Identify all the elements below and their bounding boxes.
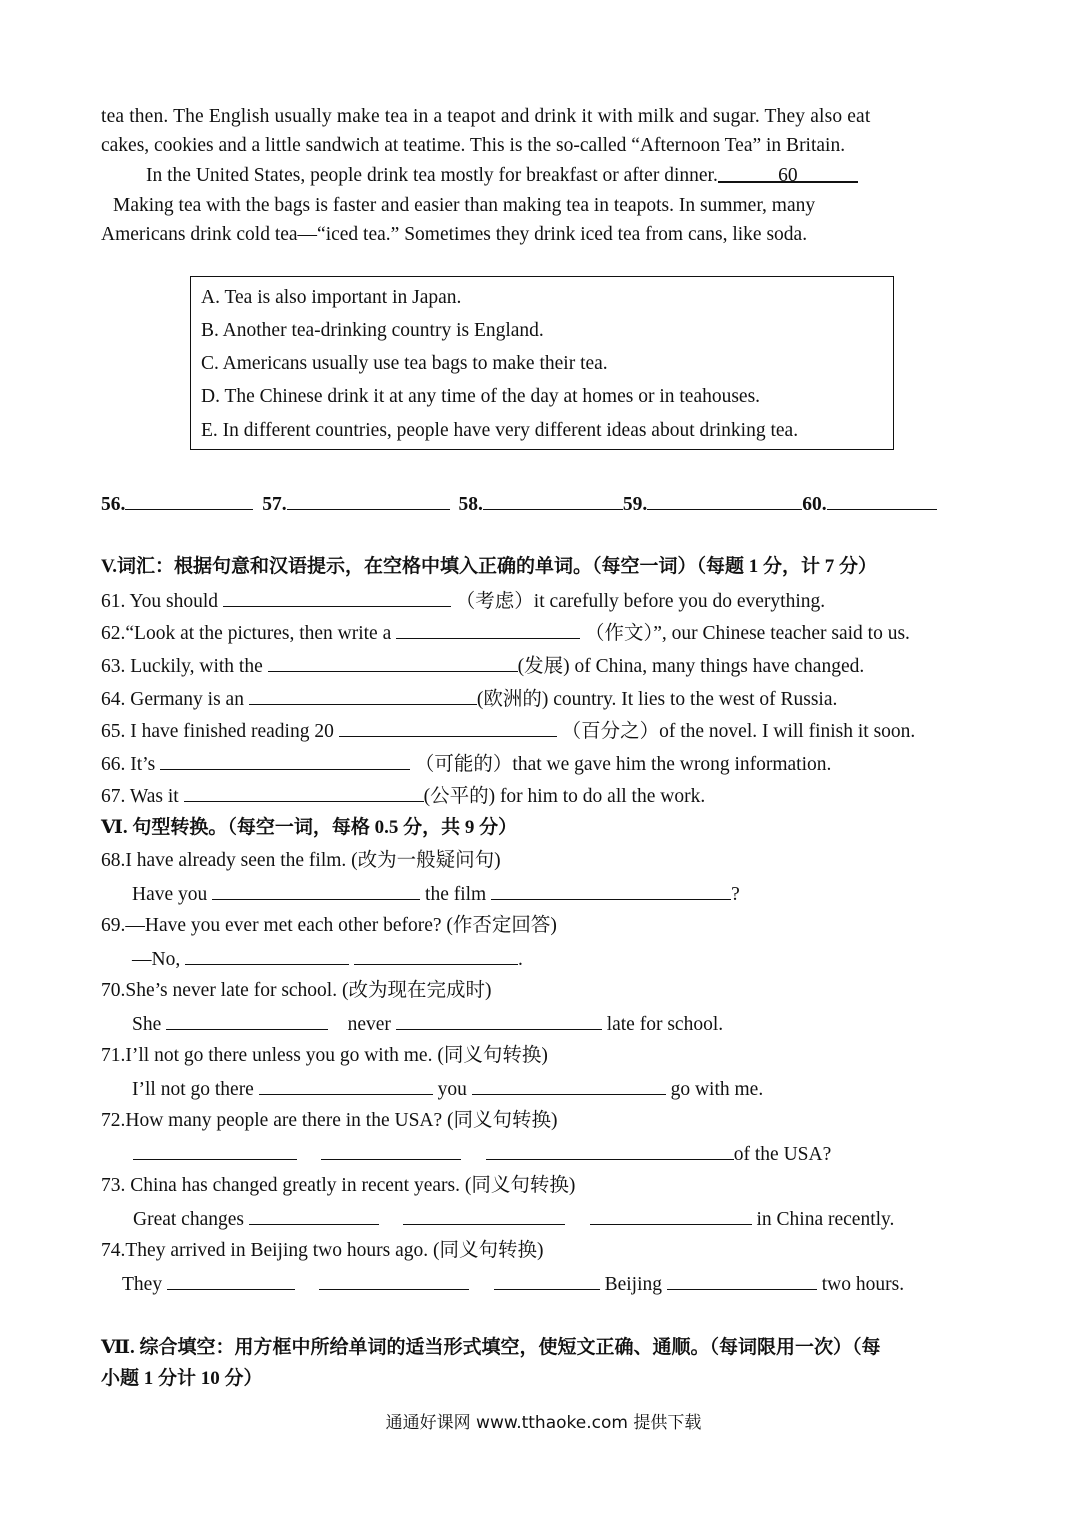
answer-58-label: 58. bbox=[458, 494, 483, 515]
option-a: A. Tea is also important in Japan. bbox=[201, 287, 462, 308]
q68-mid: the film bbox=[425, 884, 487, 905]
passage-line-5: Americans drink cold tea—“iced tea.” Sometimes they drink iced tea from cans, like soda. bbox=[101, 224, 808, 245]
q62-blank[interactable] bbox=[396, 619, 580, 639]
q70-blank-2[interactable] bbox=[396, 1010, 602, 1030]
question-70: 70.She’s never late for school. (改为现在完成时) bbox=[101, 980, 492, 1001]
q67-blank[interactable] bbox=[184, 782, 424, 802]
q70-blank-1[interactable] bbox=[166, 1010, 328, 1030]
q69-blank-1[interactable] bbox=[185, 945, 349, 965]
passage-line-4: Making tea with the bags is faster and easier than making tea in teapots. In summer, many bbox=[113, 195, 816, 216]
option-d: D. The Chinese drink it at any time of the day at homes or in teahouses. bbox=[201, 386, 761, 407]
answer-60-blank[interactable] bbox=[827, 490, 937, 510]
q74-end: two hours. bbox=[821, 1274, 905, 1295]
answer-71 bbox=[132, 1075, 763, 1104]
answer-56-label: 56. bbox=[101, 494, 126, 515]
question-71: 71.I’ll not go there unless you go with me. (同义句转换) bbox=[101, 1045, 548, 1066]
q61-hint: （考虑）it carefully before you do everything. bbox=[455, 591, 826, 612]
answer-58-blank[interactable] bbox=[483, 490, 623, 510]
q74-mid: Beijing bbox=[604, 1274, 662, 1295]
q71-blank-2[interactable] bbox=[472, 1075, 666, 1095]
q72-blank-2[interactable] bbox=[321, 1140, 461, 1160]
blank-60[interactable] bbox=[718, 162, 858, 186]
page-footer: 通通好课网 www.tthaoke.com 提供下载 bbox=[385, 1413, 702, 1433]
q69-prefix: —No, bbox=[132, 949, 181, 970]
q62-hint: （作文）”, our Chinese teacher said to us. bbox=[584, 623, 910, 644]
question-74: 74.They arrived in Beijing two hours ago. (同义句转换) bbox=[101, 1240, 544, 1261]
q73-prefix: Great changes bbox=[133, 1209, 244, 1230]
q63-text: 63. Luckily, with the bbox=[101, 656, 263, 677]
q63-blank[interactable] bbox=[268, 652, 518, 672]
question-63 bbox=[101, 652, 864, 681]
answer-69 bbox=[132, 945, 523, 974]
section-7-title-line-2: 小题 1 分计 10 分） bbox=[101, 1368, 263, 1389]
question-73: 73. China has changed greatly in recent years. (同义句转换) bbox=[101, 1175, 576, 1196]
answer-74 bbox=[122, 1270, 904, 1299]
section-5-title: V.词汇：根据句意和汉语提示，在空格中填入正确的单词。（每空一词）（每题 1 分，计 7 分） bbox=[101, 556, 878, 577]
q68-blank-1[interactable] bbox=[212, 880, 420, 900]
q68-end: ? bbox=[731, 884, 740, 905]
q74-blank-1[interactable] bbox=[167, 1270, 295, 1290]
q73-end: in China recently. bbox=[756, 1209, 895, 1230]
q68-prefix: Have you bbox=[132, 884, 208, 905]
answer-57-blank[interactable] bbox=[287, 490, 450, 510]
q72-end: of the USA? bbox=[733, 1144, 832, 1165]
question-67 bbox=[101, 782, 705, 811]
q74-blank-2[interactable] bbox=[319, 1270, 469, 1290]
q74-prefix: They bbox=[122, 1274, 163, 1295]
answer-73 bbox=[133, 1205, 894, 1234]
answer-68 bbox=[132, 880, 740, 909]
q71-prefix: I’ll not go there bbox=[132, 1079, 254, 1100]
q64-hint: (欧洲的) country. It lies to the west of Russia. bbox=[476, 689, 838, 710]
answer-row bbox=[101, 490, 937, 519]
q61-text: 61. You should bbox=[101, 591, 219, 612]
q65-hint: （百分之）of the novel. I will finish it soon. bbox=[561, 721, 916, 742]
q70-prefix: She bbox=[132, 1014, 162, 1035]
q73-blank-2[interactable] bbox=[403, 1205, 565, 1225]
q65-text: 65. I have finished reading 20 bbox=[101, 721, 334, 742]
q70-mid: never bbox=[347, 1014, 391, 1035]
q68-blank-2[interactable] bbox=[491, 880, 731, 900]
section-7-title-line-1: Ⅶ. 综合填空：用方框中所给单词的适当形式填空，使短文正确、通顺。（每词限用一次）（每 bbox=[101, 1337, 881, 1358]
question-68: 68.I have already seen the film. (改为一般疑问句) bbox=[101, 850, 501, 871]
q70-end: late for school. bbox=[606, 1014, 724, 1035]
q61-blank[interactable] bbox=[223, 587, 451, 607]
passage-line-2: cakes, cookies and a little sandwich at teatime. This is the so-called “Afternoon Tea” in Britain. bbox=[101, 135, 846, 156]
blank-60-label: 60 bbox=[778, 165, 798, 186]
question-64 bbox=[101, 685, 837, 714]
question-65 bbox=[101, 717, 915, 746]
q66-text: 66. It’s bbox=[101, 754, 156, 775]
question-72: 72.How many people are there in the USA? (同义句转换) bbox=[101, 1110, 558, 1131]
q67-text: 67. Was it bbox=[101, 786, 179, 807]
q72-blank-3[interactable] bbox=[486, 1140, 734, 1160]
q71-end: go with me. bbox=[670, 1079, 764, 1100]
section-6-title: Ⅵ. 句型转换。（每空一词，每格 0.5 分，共 9 分） bbox=[101, 817, 518, 838]
q73-blank-3[interactable] bbox=[590, 1205, 752, 1225]
q64-text: 64. Germany is an bbox=[101, 689, 244, 710]
answer-72 bbox=[133, 1140, 831, 1169]
q66-hint: （可能的）that we gave him the wrong information. bbox=[414, 754, 832, 775]
passage-text: In the United States, people drink tea mostly for breakfast or after dinner. bbox=[146, 165, 718, 186]
option-c: C. Americans usually use tea bags to make their tea. bbox=[201, 353, 608, 374]
q74-blank-3[interactable] bbox=[494, 1270, 600, 1290]
q73-blank-1[interactable] bbox=[249, 1205, 379, 1225]
q64-blank[interactable] bbox=[249, 685, 477, 705]
answer-60-label: 60. bbox=[802, 494, 827, 515]
question-62 bbox=[101, 619, 910, 648]
answer-70 bbox=[132, 1010, 723, 1039]
q66-blank[interactable] bbox=[160, 750, 410, 770]
q67-hint: (公平的) for him to do all the work. bbox=[423, 786, 706, 807]
q69-blank-2[interactable] bbox=[354, 945, 518, 965]
q74-blank-4[interactable] bbox=[667, 1270, 817, 1290]
q71-mid: you bbox=[437, 1079, 467, 1100]
question-66 bbox=[101, 750, 831, 779]
q65-blank[interactable] bbox=[339, 717, 557, 737]
option-e: E. In different countries, people have very different ideas about drinking tea. bbox=[201, 420, 799, 441]
q72-blank-1[interactable] bbox=[133, 1140, 297, 1160]
q71-blank-1[interactable] bbox=[259, 1075, 433, 1095]
passage-line-1: tea then. The English usually make tea in a teapot and drink it with milk and sugar. They also eat bbox=[101, 106, 871, 127]
answer-56-blank[interactable] bbox=[125, 490, 253, 510]
q69-end: . bbox=[517, 949, 523, 970]
q62-text: 62.“Look at the pictures, then write a bbox=[101, 623, 392, 644]
answer-57-label: 57. bbox=[262, 494, 287, 515]
question-61 bbox=[101, 587, 825, 616]
answer-59-blank[interactable] bbox=[647, 490, 802, 510]
option-b: B. Another tea-drinking country is England. bbox=[201, 320, 544, 341]
q63-hint: (发展) of China, many things have changed. bbox=[517, 656, 865, 677]
question-69: 69.—Have you ever met each other before? (作否定回答) bbox=[101, 915, 557, 936]
passage-line-3 bbox=[146, 162, 858, 190]
answer-59-label: 59. bbox=[622, 494, 648, 515]
